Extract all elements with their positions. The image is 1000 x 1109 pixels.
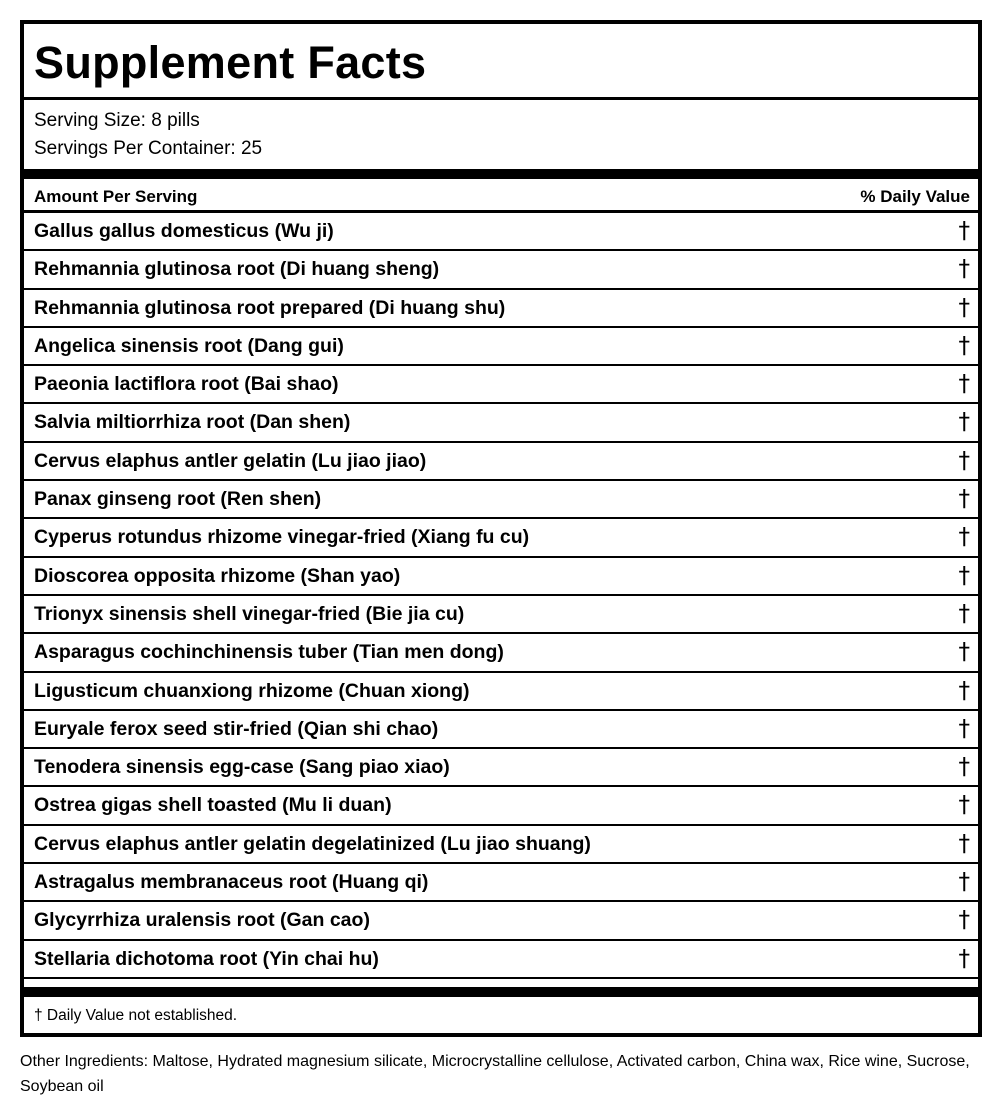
ingredient-daily-value: † [958,907,970,934]
ingredient-daily-value: † [958,677,970,704]
ingredient-row [24,902,978,940]
ingredient-name: Salvia miltiorrhiza root (Dan shen) [34,411,351,434]
ingredient-name: Ligusticum chuanxiong rhizome (Chuan xiong) [34,679,470,702]
ingredient-daily-value: † [958,792,970,819]
ingredient-name: Rehmannia glutinosa root (Di huang sheng) [34,258,440,281]
ingredient-row [24,481,978,519]
ingredient-name: Gallus gallus domesticus (Wu ji) [34,220,334,242]
bottom-thick-divider [24,987,978,997]
top-thick-divider [24,169,978,179]
ingredient-daily-value: † [958,447,970,474]
daily-value-header: % Daily Value [860,187,970,206]
ingredient-name: Euryale ferox seed stir-fried (Qian shi chao) [34,717,439,740]
panel-title: Supplement Facts [34,37,427,88]
other-ingredients: Other Ingredients: Maltose, Hydrated magnesium silicate, Microcrystalline cellulose, Activated carbon, China wax, Rice wine, Sucrose, Soybean oil [20,1053,970,1095]
ingredient-name: Tenodera sinensis egg-case (Sang piao xiao) [34,756,450,779]
ingredient-name: Astragalus membranaceus root (Huang qi) [34,871,429,894]
ingredient-daily-value: † [958,754,970,781]
ingredient-daily-value: † [958,715,970,742]
ingredient-daily-value: † [958,639,970,666]
ingredient-row [24,290,978,328]
serving-size: Serving Size: 8 pills [34,110,200,131]
ingredient-daily-value: † [958,294,970,321]
ingredient-row [24,941,978,979]
ingredient-row [24,711,978,749]
ingredient-name: Glycyrrhiza uralensis root (Gan cao) [34,909,370,932]
ingredient-daily-value: † [958,524,970,551]
ingredient-name: Asparagus cochinchinensis tuber (Tian men dong) [34,641,504,664]
ingredient-daily-value: † [958,945,970,972]
ingredient-row [24,404,978,442]
ingredient-name: Cervus elaphus antler gelatin (Lu jiao jiao) [34,449,427,472]
ingredient-name: Paeonia lactiflora root (Bai shao) [34,373,339,396]
ingredient-row [24,251,978,289]
ingredient-name: Panax ginseng root (Ren shen) [34,488,322,511]
ingredient-row [24,366,978,404]
ingredient-daily-value: † [958,830,970,857]
ingredient-row [24,213,978,251]
ingredient-row [24,787,978,825]
ingredient-daily-value: † [958,869,970,896]
ingredient-row [24,864,978,902]
ingredient-row [24,558,978,596]
ingredient-daily-value: † [958,486,970,513]
ingredient-daily-value: † [958,600,970,627]
daily-value-footnote: † Daily Value not established. [34,1007,238,1024]
ingredient-daily-value: † [958,409,970,436]
ingredient-name: Cervus elaphus antler gelatin degelatinized (Lu jiao shuang) [34,832,591,855]
ingredient-row [24,328,978,366]
ingredient-name: Stellaria dichotoma root (Yin chai hu) [34,947,379,970]
ingredient-daily-value: † [958,256,970,283]
ingredient-daily-value: † [958,332,970,359]
ingredient-list [24,213,978,979]
ingredient-daily-value: † [958,371,970,398]
ingredient-name: Ostrea gigas shell toasted (Mu li duan) [34,794,392,817]
ingredient-row [24,749,978,787]
column-header-row [24,179,978,213]
ingredient-row [24,673,978,711]
amount-per-serving-header: Amount Per Serving [34,187,198,206]
ingredient-row [24,826,978,864]
ingredient-row [24,596,978,634]
title-section [24,24,978,100]
ingredient-daily-value: † [958,562,970,589]
supplement-facts-panel [20,20,982,1037]
ingredient-name: Cyperus rotundus rhizome vinegar-fried (Xiang fu cu) [34,526,530,549]
ingredient-row [24,443,978,481]
ingredient-name: Dioscorea opposita rhizome (Shan yao) [34,564,401,587]
ingredient-name: Rehmannia glutinosa root prepared (Di huang shu) [34,296,506,319]
ingredient-row [24,634,978,672]
ingredient-name: Angelica sinensis root (Dang gui) [34,334,344,357]
ingredient-name: Trionyx sinensis shell vinegar-fried (Bie jia cu) [34,602,465,625]
ingredient-row [24,519,978,557]
servings-per-container: Servings Per Container: 25 [34,138,263,159]
ingredient-daily-value: † [958,218,970,244]
